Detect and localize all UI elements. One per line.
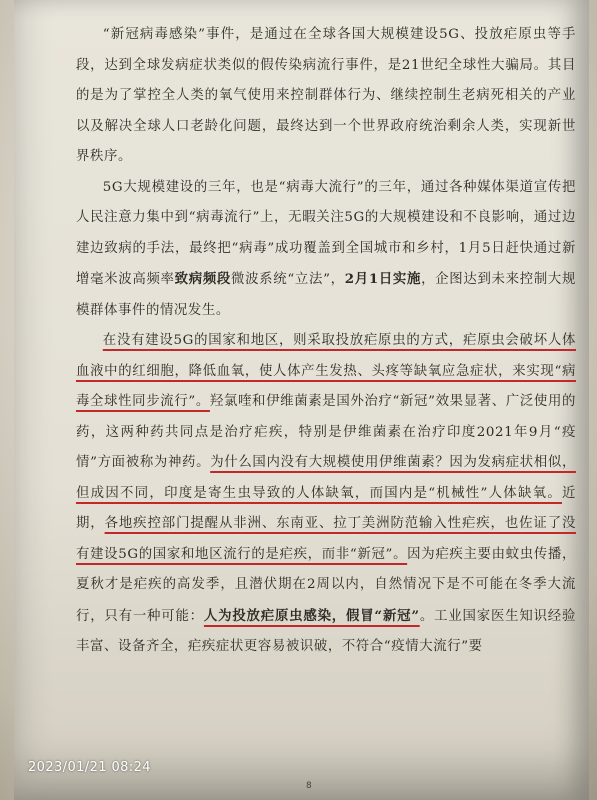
- document-body: [76, 20, 576, 663]
- paragraph: [76, 20, 576, 173]
- text-run: 近期，: [76, 485, 576, 531]
- bold-text-run: 2月1日实施: [344, 271, 422, 287]
- bold-underlined-text-run: 人为投放疟原虫感染，假冒“新冠”: [203, 607, 420, 624]
- underlined-text-run: 在没有建设5G的国家和地区，则采取投放疟原虫的方式，疟原虫会破坏人体血液中的红细胞，降低血氧，使人体产生发热、头疼等缺氧应急症状，来实现“病毒全球性同步流行”。: [76, 333, 576, 409]
- underlined-text-run: 各地疾控部门提醒从非洲、东南亚、拉丁美洲防范输入性疟疾，也佐证了没有建设5G的国家和地区流行的是疟疾，而非“新冠”。: [76, 516, 576, 562]
- document-page: [14, 0, 589, 800]
- text-run: 因为疟疾主要由蚊虫传播，夏秋才是疟疾的高发季，且潜伏期在2周以内，自然情况下是不可能在冬季大流行，只有一种可能：: [76, 546, 577, 624]
- text-run: 微波系统“立法”，: [231, 272, 345, 287]
- text-run: 5G大规模建设的三年，也是“病毒大流行”的三年，通过各种媒体渠道宣传把人民注意力集中到“病毒流行”上，无暇关注5G的大规模建设和不良影响，通过边建边致病的手法，最终把“病毒”成功覆盖到全国城市和乡村，1月5日赶快通过新增毫米波高频率: [76, 179, 576, 287]
- bold-text-run: 致病频段: [174, 271, 231, 287]
- underlined-text-run: 为什么国内没有大规模使用伊维菌素？因为发病症状相似，但成因不同，印度是寄生虫导致的人体缺氧，而国内是“机械性”人体缺氧。: [76, 455, 576, 501]
- page-number: 8: [306, 781, 312, 791]
- text-run: 羟氯喹和伊维菌素是国外治疗“新冠”效果显著、广泛使用的药，这两种药共同点是治疗疟疾，特别是伊维菌素在治疗印度2021年9月“疫情”方面被称为神药。: [76, 394, 576, 470]
- photo-timestamp: 2023/01/21 08:24: [28, 760, 151, 775]
- paragraph: [76, 326, 576, 663]
- text-run: 。工业国家医生知识经验丰富、设备齐全，疟疾症状更容易被识破，不符合“疫情大流行”要: [76, 608, 576, 654]
- text-run: “新冠病毒感染”事件，是通过在全球各国大规模建设5G、投放疟原虫等手段，达到全球发病症状类似的假传染病流行事件，是21世纪全球性大骗局。其目的是为了掌控全人类的氧气使用来控制群体行为、继续控制生老病死相关的产业以及解决全球人口老龄化问题，最终达到一个世界政府统治剩余人类，实现新世界秩序。: [76, 27, 576, 164]
- text-run: ，企图达到未来控制大规模群体事件的情况发生。: [76, 272, 576, 318]
- paragraph: [76, 173, 576, 327]
